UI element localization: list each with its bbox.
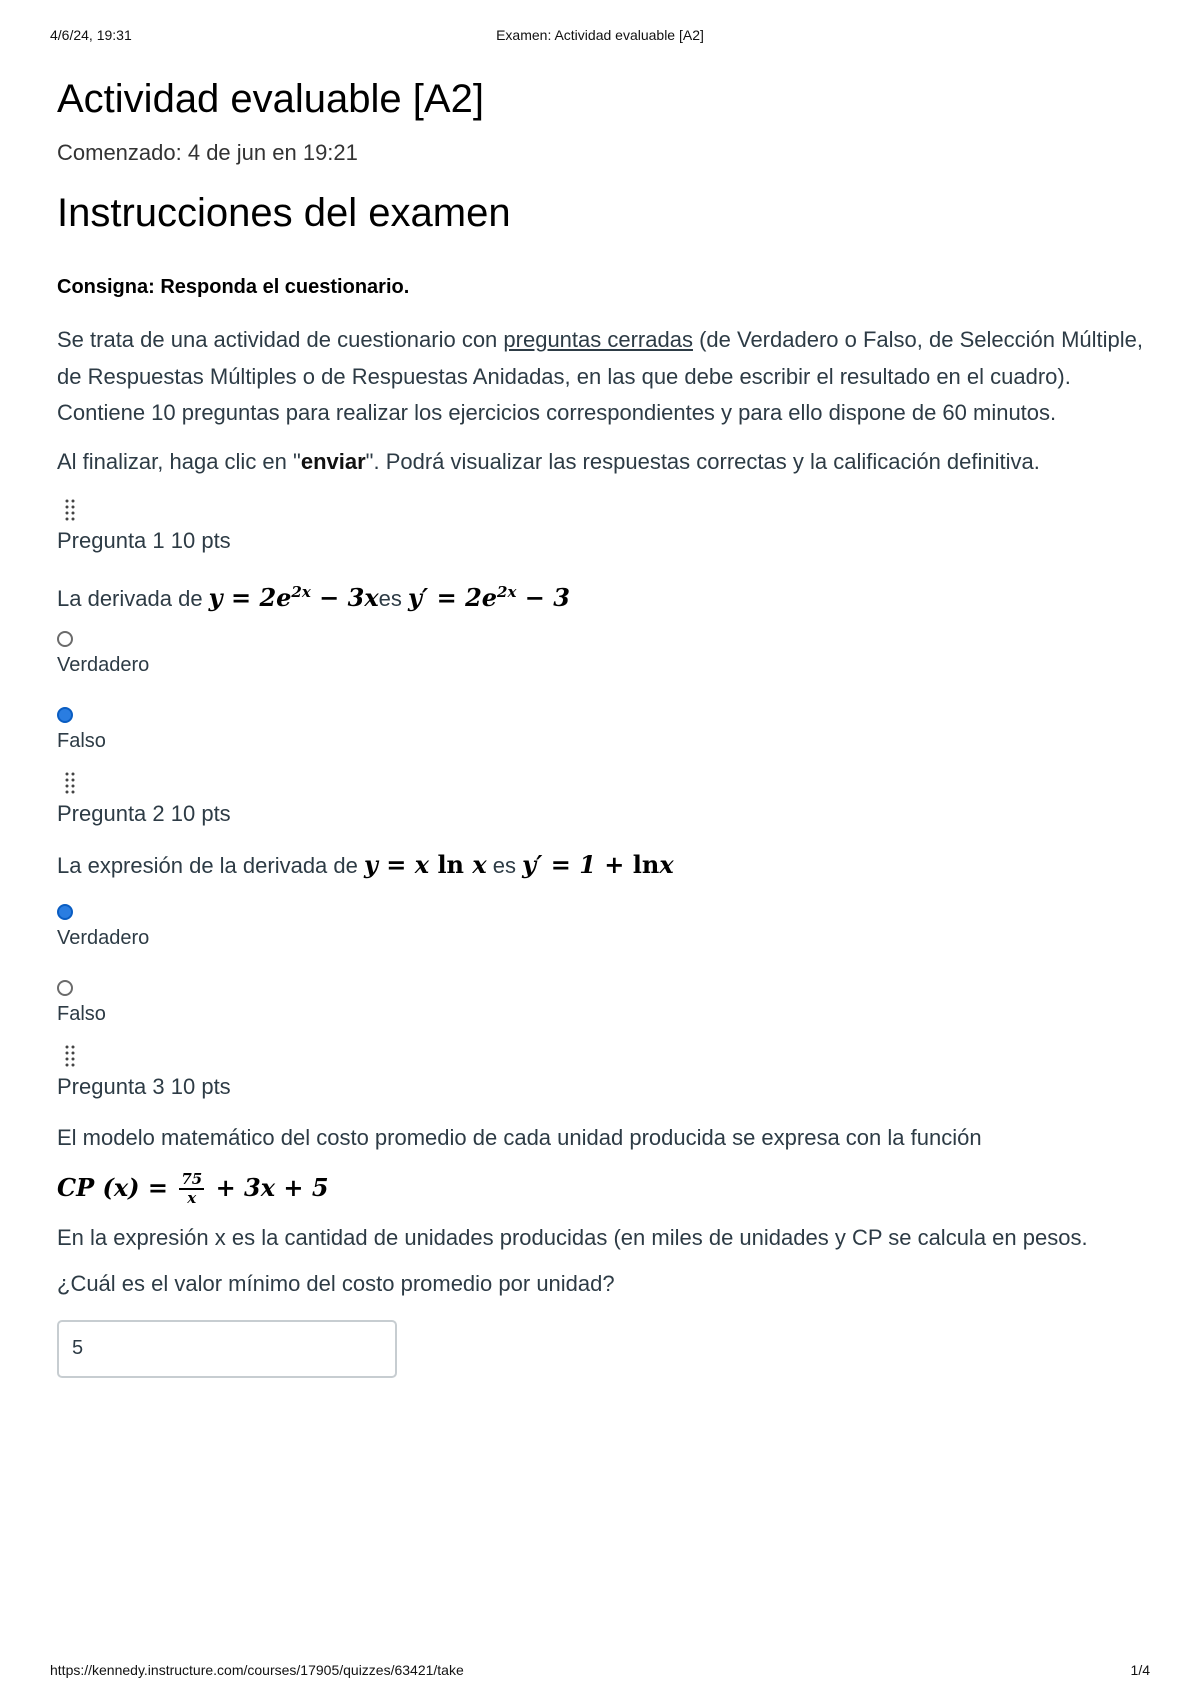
question-text-2: es [378, 585, 408, 611]
quiz-content [57, 70, 1147, 1378]
math-function [209, 583, 379, 612]
question-2 [57, 771, 1147, 1026]
formula-fraction [179, 1172, 204, 1206]
math-function [364, 850, 487, 879]
intro-paragraph [57, 322, 1147, 432]
question-text-1: La derivada de [57, 585, 209, 611]
math-function-part-1: y = x [364, 849, 438, 879]
answer-label: Verdadero [57, 926, 150, 949]
started-timestamp: Comenzado: 4 de jun en 19:21 [57, 140, 358, 165]
math-function-tail: − 3x [310, 582, 379, 612]
question-1 [57, 498, 1147, 753]
drag-handle-icon[interactable] [63, 498, 77, 522]
final-text-2: ". Podrá visualizar las respuestas correctas y la calificación definitiva. [365, 448, 1040, 474]
question-prompt: ¿Cuál es el valor mínimo del costo promedio por unidad? [57, 1270, 615, 1296]
consigna-text: Consigna: Responda el cuestionario. [57, 276, 410, 298]
fraction-numerator: 75 [181, 1170, 203, 1188]
question-3 [57, 1044, 1147, 1378]
question-header: Pregunta 2 10 pts [57, 800, 231, 826]
math-ln: ln [632, 849, 660, 879]
radio-button[interactable] [57, 631, 73, 647]
cost-formula [57, 1166, 1147, 1210]
math-function-part-2: x [464, 849, 487, 879]
answer-label: Falso [57, 729, 106, 752]
math-derivative [522, 850, 674, 879]
answer-option-falso[interactable] [57, 707, 1147, 753]
radio-button-selected[interactable] [57, 904, 73, 920]
print-title: Examen: Actividad evaluable [A2] [496, 27, 704, 43]
print-header [0, 27, 1200, 47]
math-derivative-part-2: x [659, 849, 674, 879]
answer-label: Falso [57, 1002, 106, 1025]
enviar-bold: enviar [300, 448, 366, 474]
intro-text-2: (de Verdadero o Falso, de Selección Múltiple, de Respuestas Múltiples o de Respuestas Anidadas, en las que debe escribir el resultado en el cuadro). Contiene 10 preguntas para realizar los ejercicios correspondientes y para ello dispone de 60 minutos. [57, 327, 1144, 425]
radio-button[interactable] [57, 980, 73, 996]
question-text-2: es [486, 852, 523, 878]
question-text-1: La expresión de la derivada de [57, 852, 364, 878]
answer-label: Verdadero [57, 653, 150, 676]
math-derivative-base: y′ = 2e [407, 582, 498, 612]
closed-questions-underline: preguntas cerradas [503, 327, 693, 352]
math-exponent: 2x [497, 582, 517, 601]
final-paragraph [57, 444, 1147, 480]
formula-rhs: + 3x + 5 [207, 1172, 329, 1202]
answer-input[interactable] [57, 1320, 397, 1378]
instructions-heading: Instrucciones del examen [57, 191, 511, 235]
drag-handle-icon[interactable] [63, 771, 77, 795]
math-derivative-part-1: y′ = 1 + [522, 849, 633, 879]
print-footer [0, 1662, 1200, 1682]
final-text-1: Al finalizar, haga clic en " [57, 448, 301, 474]
question-text-explanation: En la expresión x es la cantidad de unidades producidas (en miles de unidades y CP se calcula en pesos. [57, 1224, 1088, 1250]
radio-button-selected[interactable] [57, 707, 73, 723]
page-number: 1/4 [1130, 1662, 1150, 1678]
math-ln: ln [437, 849, 465, 879]
print-url: https://kennedy.instructure.com/courses/17905/quizzes/63421/take [50, 1662, 464, 1678]
fraction-denominator: x [187, 1189, 197, 1207]
math-function-base: y = 2e [208, 582, 292, 612]
answer-option-verdadero[interactable] [57, 904, 1147, 950]
drag-handle-icon[interactable] [63, 1044, 77, 1068]
page-title: Actividad evaluable [A2] [57, 77, 484, 121]
question-header: Pregunta 1 10 pts [57, 527, 231, 553]
question-header: Pregunta 3 10 pts [57, 1073, 231, 1099]
question-text-model: El modelo matemático del costo promedio de cada unidad producida se expresa con la función [57, 1124, 982, 1150]
answer-option-falso[interactable] [57, 980, 1147, 1026]
formula-lhs: CP (x) = [57, 1172, 177, 1202]
answer-option-verdadero[interactable] [57, 631, 1147, 677]
math-derivative-tail: − 3 [516, 582, 570, 612]
intro-text-1: Se trata de una actividad de cuestionario con [57, 327, 504, 352]
print-date: 4/6/24, 19:31 [50, 27, 132, 43]
math-exponent: 2x [291, 582, 311, 601]
question-text [57, 574, 1147, 617]
question-text [57, 847, 1147, 884]
math-derivative [408, 583, 570, 612]
